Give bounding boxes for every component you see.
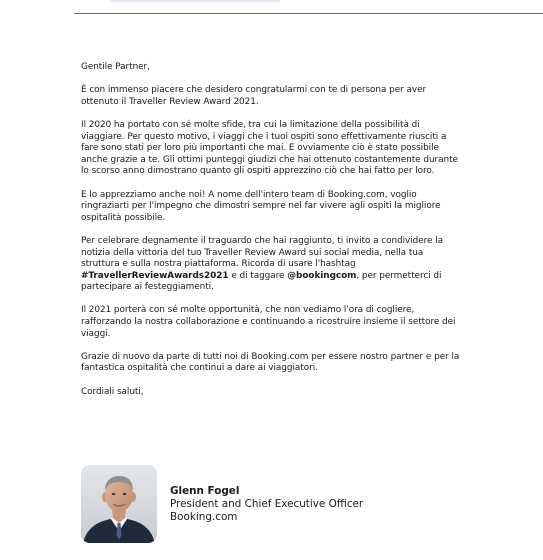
social-text-middle: e di taggare	[228, 270, 288, 281]
paragraph-congratulations: È con immenso piacere che desidero congratularmi con te di persona per aver ottenuto il Traveller Review Award 2021.	[81, 85, 427, 107]
handle-text: @bookingcom	[287, 270, 357, 281]
closing: Cordiali saluti,	[81, 386, 144, 397]
signatory-company: Booking.com	[170, 511, 238, 523]
signatory-photo	[81, 465, 157, 543]
paragraph-social-media	[81, 236, 461, 294]
header-divider	[74, 13, 543, 14]
signature-block	[170, 485, 363, 524]
paragraph-2020-challenges: Il 2020 ha portato con sé molte sfide, tra cui la limitazione della possibilità di viaggiare. Per questo motivo, i viaggi che i tuoi ospiti sono effettivamente riusciti a fare sono stati per loro più importanti che mai. E ovviamente ciò è stato possibile anche grazie a te. Gli ottimi punteggi giudizi che hai ottenuto costantemente durante lo scorso anno dimostrano quanto gli ospiti apprezzino ciò che hai fatto per loro.	[81, 119, 458, 177]
paragraph-2021-opportunities: Il 2021 porterà con sé molte opportunità, che non vediamo l'ora di cogliere, rafforzando la nostra collaborazione e continuando a ricostruire insieme il settore dei viaggi.	[81, 305, 456, 339]
hashtag-text: #TravellerReviewAwards2021	[81, 270, 229, 281]
social-text-after: , per permetterci di partecipare ai festeggiamenti.	[81, 270, 442, 293]
greeting: Gentile Partner,	[81, 62, 150, 72]
paragraph-gratitude: Grazie di nuovo da parte di tutti noi di Booking.com per essere nostro partner e per la fantastica ospitalità che continui a dare ai viaggiatori.	[81, 351, 460, 374]
letter-body	[81, 62, 461, 398]
header-fade-strip	[110, 0, 280, 2]
signatory-name: Glenn Fogel	[170, 485, 240, 497]
paragraph-thanks: E lo apprezziamo anche noi! A nome dell'intero team di Booking.com, voglio ringraziarti per l'impegno che dimostri sempre nel far vivere agli ospiti la migliore ospitalità possibile.	[81, 189, 441, 223]
social-text-before: Per celebrare degnamente il traguardo che hai raggiunto, ti invito a condividere la notizia della vittoria del tuo Traveller Review Award sui social media, nella tua struttura e sulla nostra piattaforma. Ricorda di usare l'hashtag	[81, 235, 444, 270]
signatory-title: President and Chief Executive Officer	[170, 498, 364, 510]
